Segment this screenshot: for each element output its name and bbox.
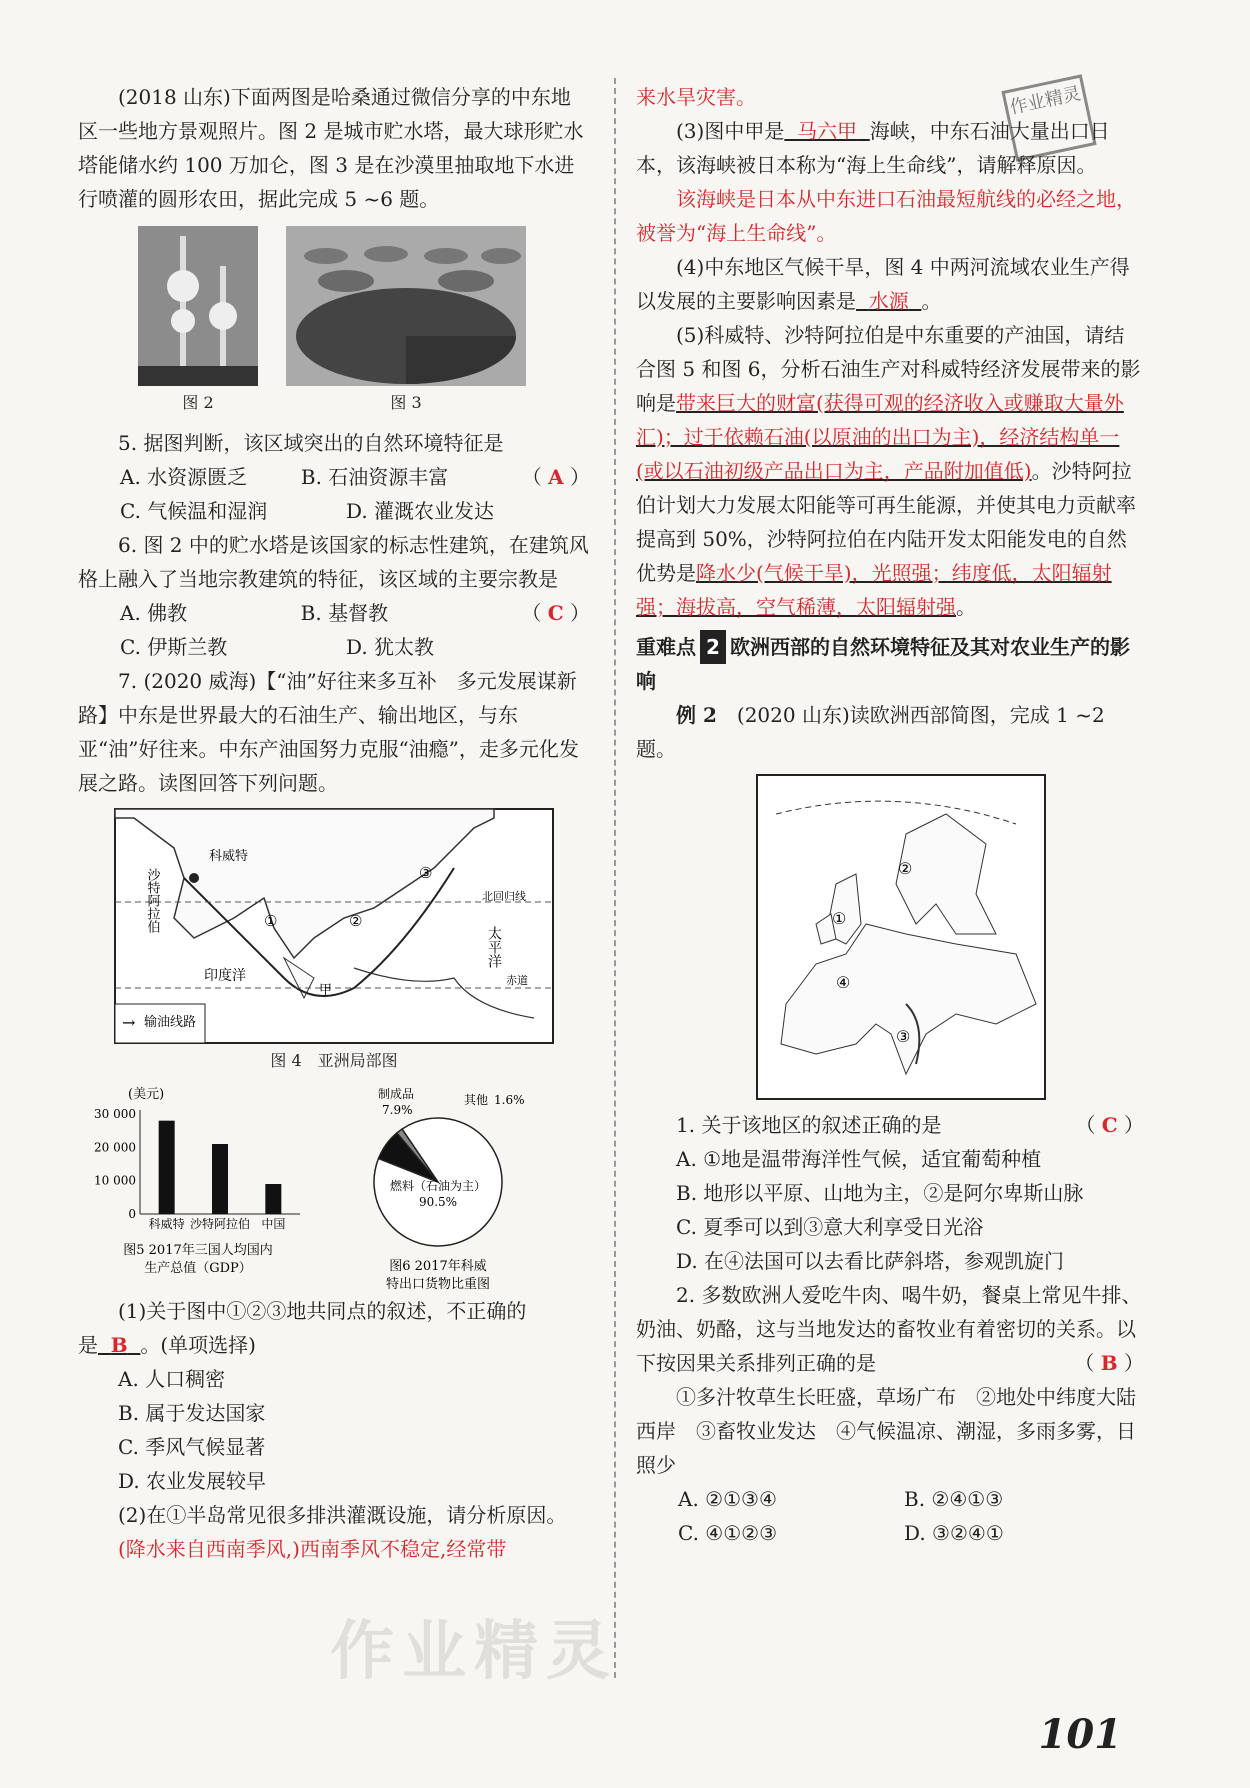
figure-4-caption: 图 4 亚洲局部图: [270, 1051, 398, 1070]
q2-options-cd: C. ④①②③ D. ③②④①: [678, 1521, 1004, 1545]
q7-1-option-b: B. 属于发达国家: [118, 1401, 266, 1425]
map-label-jia: 甲: [319, 983, 333, 998]
bar-ytick-label: 10 000: [94, 1173, 136, 1188]
q5-answer: （ A ）: [521, 465, 590, 489]
q6-options-cd: C. 伊斯兰教 D. 犹太教: [120, 635, 435, 659]
gdp-bar-chart: [78, 1084, 318, 1294]
figure-3: [286, 226, 526, 420]
page-number: 101: [1038, 1711, 1122, 1758]
q7-1-option-a: A. 人口稠密: [118, 1367, 226, 1391]
q2-stem: 2. 多数欧洲人爱吃牛肉、喝牛奶，餐桌上常见牛排、奶油、奶酪，这与当地发达的畜牧业有着密切的关系。以下按因果关系排列正确的是 （ B ）: [636, 1278, 1144, 1380]
map-label-saudi: 沙特阿拉伯: [144, 868, 160, 933]
europe-label-4: ④: [836, 973, 851, 992]
europe-map: [756, 774, 1046, 1100]
q7-2-answer: (降水来自西南季风,)西南季风不稳定,经常带: [118, 1537, 507, 1561]
q1-stem: 1. 关于该地区的叙述正确的是 （ C ）: [636, 1108, 1144, 1142]
water-tower-photo: [138, 226, 258, 386]
bar-category-label: 沙特阿拉伯: [189, 1217, 251, 1231]
q7-4-stem: (4)中东地区气候干旱，图 4 中两河流域农业生产得以发展的主要影响因素是 水源 。: [636, 255, 1130, 313]
section-heading: 重难点 2 欧洲西部的自然环境特征及其对农业生产的影响: [636, 630, 1144, 698]
bar-2: [265, 1184, 281, 1214]
bar-title-2: 生产总值（GDP）: [144, 1261, 252, 1276]
export-pie-chart: [318, 1084, 558, 1294]
q6-options-ab: A. 佛教 B. 基督教: [120, 601, 389, 625]
q7-1-answer: B: [110, 1333, 128, 1357]
europe-label-2: ②: [898, 859, 913, 878]
pie-value-manufactured: 7.9%: [382, 1103, 413, 1117]
charts-row: [78, 1084, 590, 1294]
section-number: 2: [700, 630, 726, 664]
map-label-equator: 赤道: [506, 974, 528, 987]
watermark: 作业精灵: [330, 1614, 618, 1689]
q7-stem: 7. (2020 威海)【“油”好往来多互补 多元发展谋新路】中东是世界最大的石油生产、输出地区，与东亚“油”好往来。中东产油国努力克服“油瘾”，走多元化发展之路。读图回答下列问题。: [78, 669, 579, 795]
q7-5-stem: (5)科威特、沙特阿拉伯是中东重要的产油国，请结合图 5 和图 6，分析石油生产对科威特经济发展带来的影响是带来巨大的财富(获得可观的经济收入或赚取大量外汇)；过于依赖石油(以原油的出口为主)，经济结构单一(或以石油初级产品出口为主，产品附加值低)。沙特阿拉伯计划大力发展太阳能等可再生能源，并使其电力贡献率提高到 50%，沙特阿拉伯在内陆开发太阳能发电的自然优势是降水少(气候干旱)，光照强；纬度低，太阳辐射强；海拔高，空气稀薄，太阳辐射强。: [636, 323, 1141, 619]
q2-options-ab: A. ②①③④ B. ②④①③: [678, 1487, 1004, 1511]
bar-ytick-label: 0: [128, 1207, 136, 1221]
bar-ylabel: (美元): [128, 1087, 165, 1102]
asia-map: [114, 808, 554, 1044]
q5-options-ab: A. 水资源匮乏 B. 石油资源丰富: [120, 465, 449, 489]
pie-label-other: 其他: [464, 1093, 489, 1107]
map-label-2: ②: [349, 912, 363, 930]
q7-4-blank: 水源: [868, 289, 909, 313]
q7-3-stem: (3)图中甲是 马六甲 海峡，中东石油大量出口日本，该海峡被日本称为“海上生命线”，请解释原因。: [636, 119, 1110, 177]
pie-label-manufactured: 制成品: [378, 1087, 415, 1101]
pie-label-fuel: 燃料（石油为主）: [389, 1179, 487, 1193]
q6-answer: （ C ）: [521, 601, 590, 625]
q7-5-blank-2: 降水少(气候干旱)，光照强；纬度低，太阳辐射强；海拔高，空气稀薄，太阳辐射强: [636, 561, 1112, 619]
pie-value-other: 1.6%: [494, 1093, 525, 1107]
q1-option-a: A. ①地是温带海洋性气候，适宜葡萄种植: [676, 1147, 1042, 1171]
figure-3-caption: 图 3: [390, 393, 422, 412]
map-label-indian-ocean: 印度洋: [204, 968, 246, 984]
europe-label-1: ①: [832, 909, 847, 928]
figure-2-caption: 图 2: [182, 393, 214, 412]
q7-5-blank-1: 带来巨大的财富(获得可观的经济收入或赚取大量外汇)；过于依赖石油(以原油的出口为主)，经济结构单一(或以石油初级产品出口为主，产品附加值低): [636, 391, 1124, 483]
map-label-tropic: 北回归线: [482, 890, 526, 903]
q7-1-stem: (1)关于图中①②③地共同点的叙述，不正确的是 B 。(单项选择): [78, 1299, 527, 1357]
left-column: [78, 80, 590, 1566]
bar-title-1: 图5 2017年三国人均国内: [123, 1243, 273, 1258]
figure-2: [138, 226, 258, 420]
q1-option-d: D. 在④法国可以去看比萨斜塔，参观凯旋门: [676, 1249, 1065, 1273]
homework-stamp: 作业精灵: [1001, 74, 1096, 161]
bar-ytick-label: 30 000: [94, 1107, 136, 1121]
q1-option-c: C. 夏季可以到③意大利享受日光浴: [676, 1215, 984, 1239]
bar-1: [212, 1144, 228, 1214]
bar-category-label: 科威特: [148, 1217, 185, 1231]
legend-arrow: →: [122, 1013, 136, 1032]
q7-1-option-d: D. 农业发展较早: [118, 1469, 267, 1493]
q1-option-b: B. 地形以平原、山地为主，②是阿尔卑斯山脉: [676, 1181, 1084, 1205]
bar-category-label: 中国: [261, 1217, 286, 1231]
map-label-pacific: 太平洋: [486, 926, 502, 968]
map-label-3: ③: [419, 864, 433, 882]
pie-title-1: 图6 2017年科威: [389, 1259, 487, 1274]
irrigation-field-photo: [286, 226, 526, 386]
europe-label-3: ③: [896, 1027, 911, 1046]
pie-value-fuel: 90.5%: [418, 1195, 458, 1209]
q1-answer: （ C ）: [1075, 1113, 1144, 1137]
bar-ytick-label: 20 000: [94, 1140, 136, 1155]
q7-3-answer: 该海峡是日本从中东进口石油最短航线的必经之地，被誉为“海上生命线”。: [636, 187, 1136, 245]
bar-0: [159, 1121, 175, 1214]
map-label-1: ①: [264, 912, 278, 930]
intro-text: (2018 山东)下面两图是哈桑通过微信分享的中东地区一些地方景观照片。图 2 是城市贮水塔，最大球形贮水塔能储水约 100 万加仑，图 3 是在沙漠里抽取地下水进行喷灌的圆形农田，据此完成 5 ~6 题。: [78, 85, 584, 211]
pie-title-2: 特出口货物比重图: [385, 1277, 491, 1292]
q7-3-blank: 马六甲: [797, 119, 858, 143]
column-divider: [614, 78, 616, 1678]
map-label-kuwait: 科威特: [209, 849, 249, 864]
legend-label: 输油线路: [144, 1015, 197, 1030]
q7-2-answer-end: 来水旱灾害。: [636, 85, 756, 109]
example-2: 例 2 (2020 山东)读欧洲西部简图，完成 1 ~2 题。: [636, 703, 1105, 761]
q7-2-stem: (2)在①半岛常见很多排洪灌溉设施，请分析原因。: [118, 1503, 567, 1527]
right-column: [636, 80, 1144, 1550]
q7-1-option-c: C. 季风气候显著: [118, 1435, 266, 1459]
q5-options-cd: C. 气候温和湿润 D. 灌溉农业发达: [120, 499, 495, 523]
q2-answer: （ B ）: [1074, 1351, 1144, 1375]
q6-stem: 6. 图 2 中的贮水塔是该国家的标志性建筑，在建筑风格上融入了当地宗教建筑的特征，该区域的主要宗教是 （ C ）: [78, 528, 590, 596]
q5-stem: 5. 据图判断，该区域突出的自然环境特征是 （ A ）: [78, 426, 590, 460]
photo-row: [138, 226, 590, 420]
q2-items: ①多汁牧草生长旺盛，草场广布 ②地处中纬度大陆西岸 ③畜牧业发达 ④气候温凉、潮湿，多雨多雾，日照少: [636, 1385, 1136, 1477]
